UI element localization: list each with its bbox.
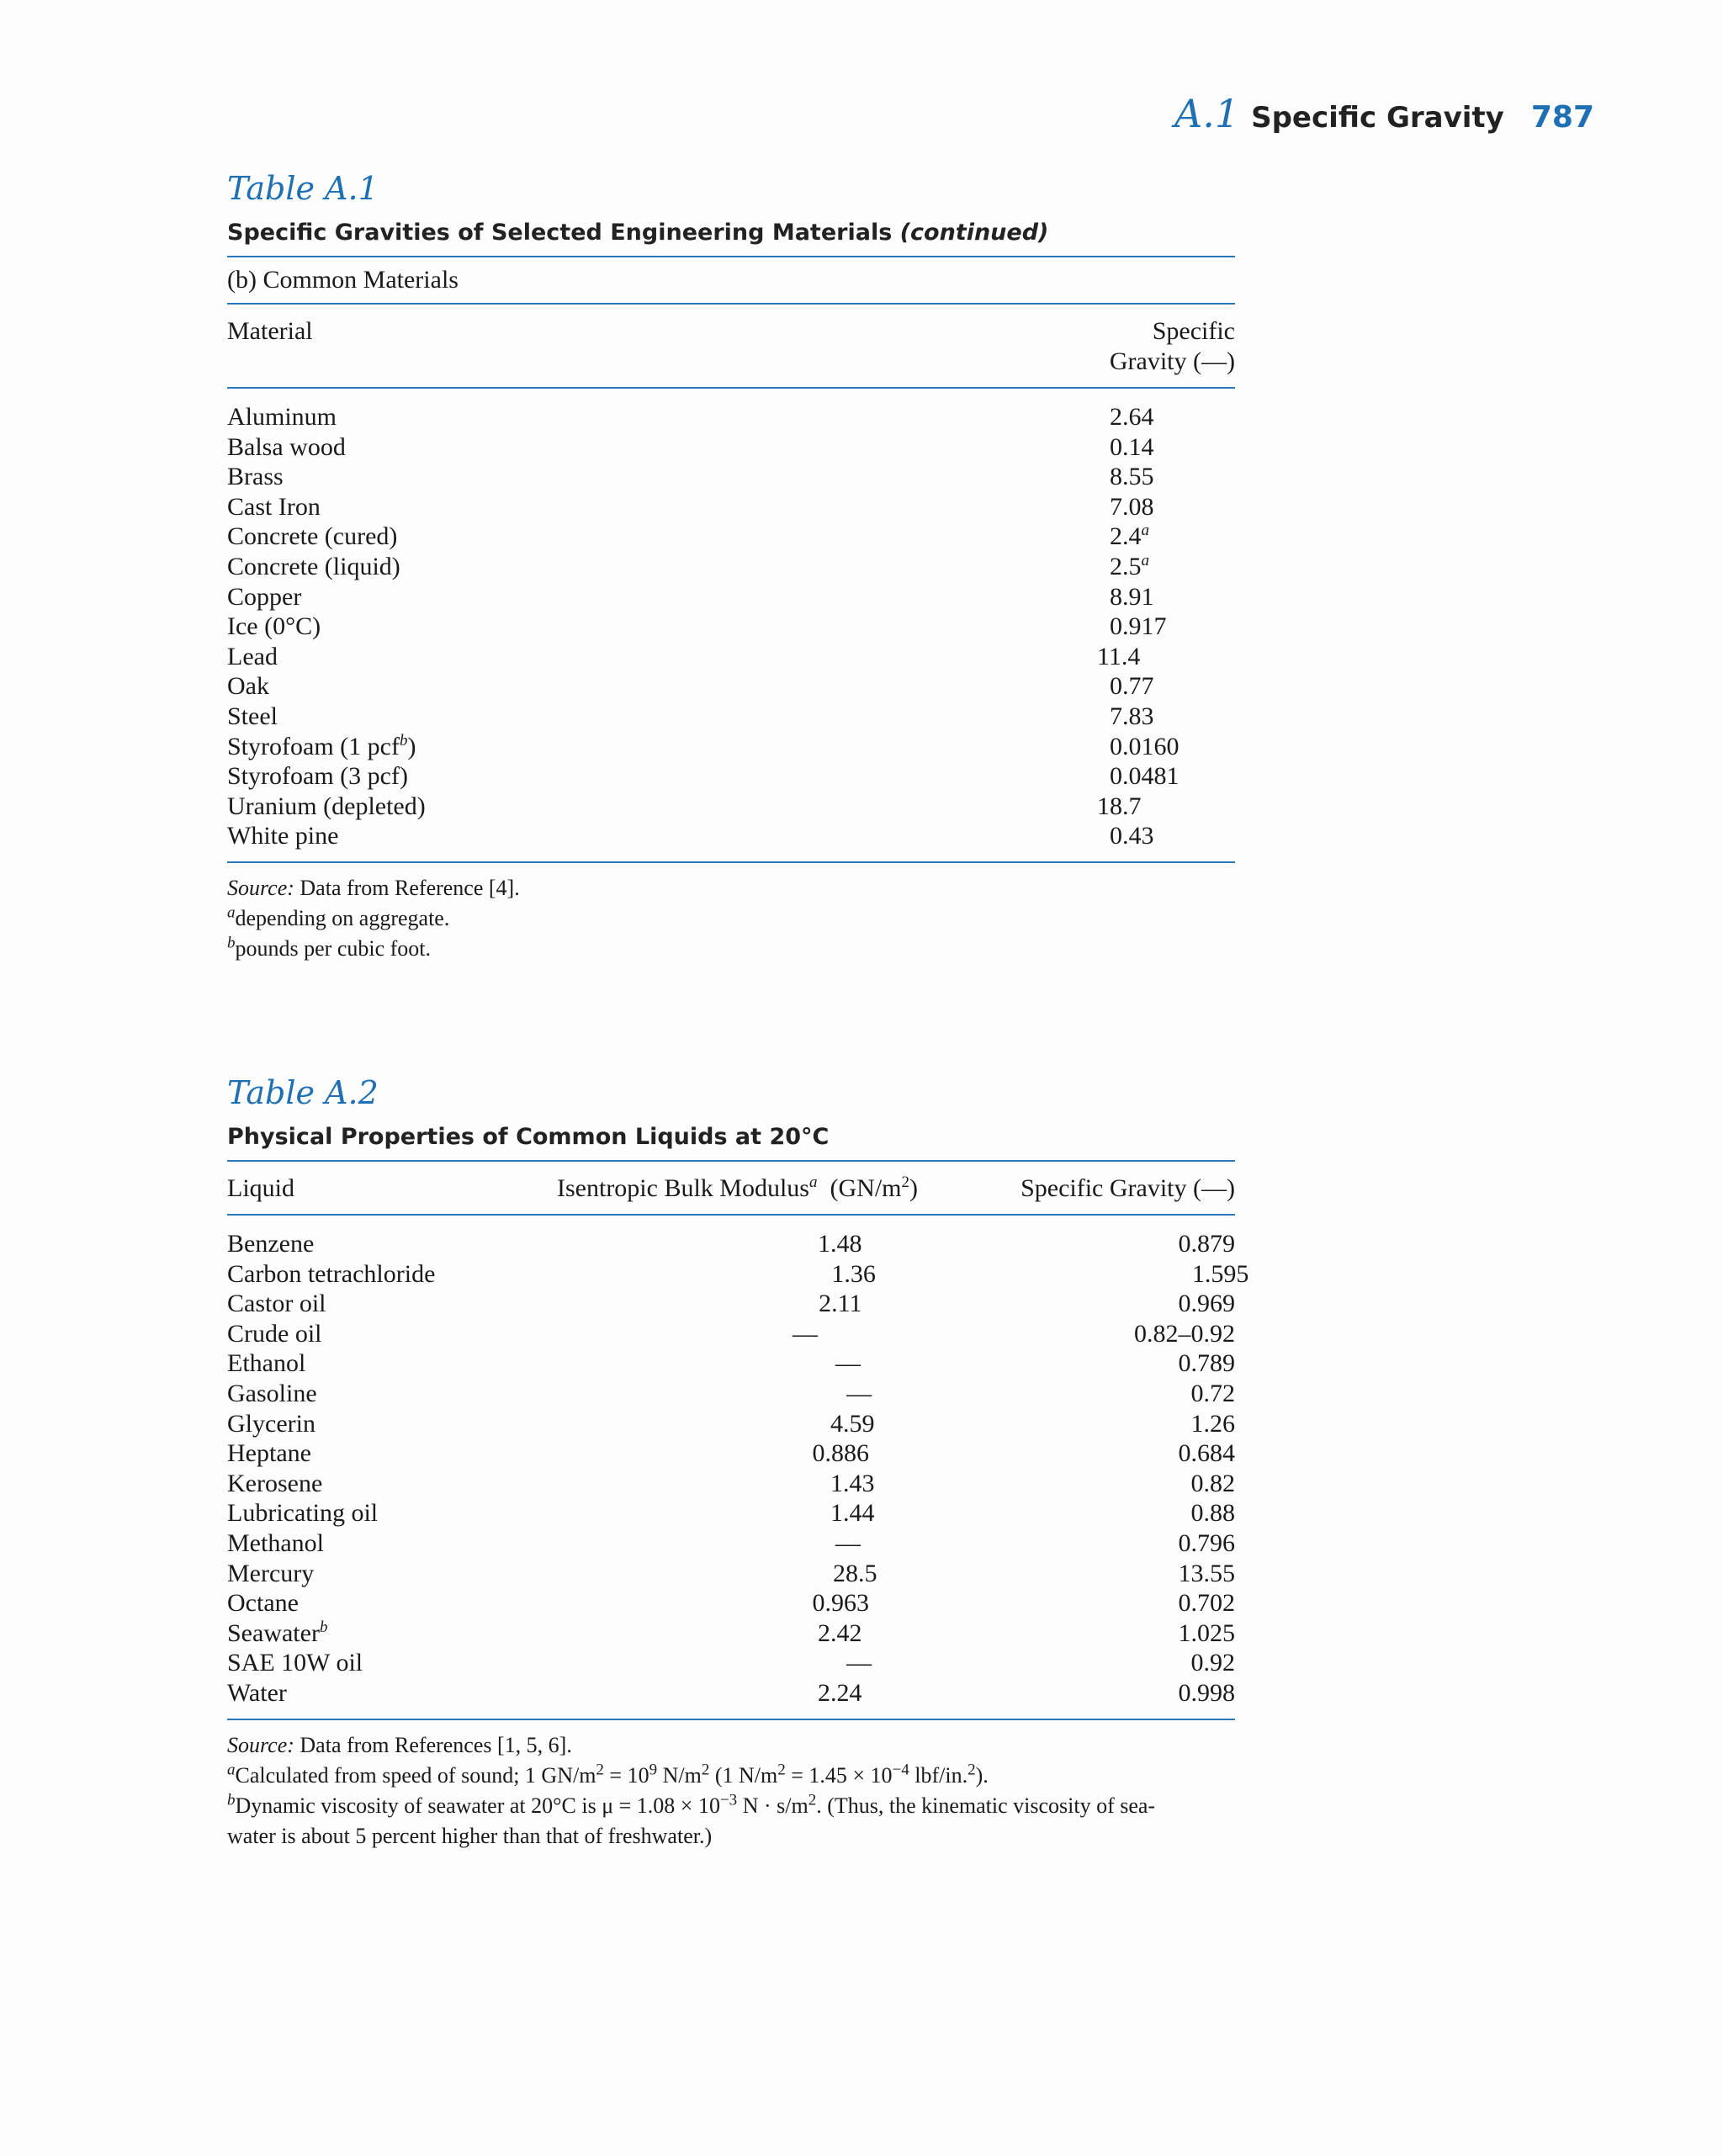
material-cell xyxy=(227,432,1097,463)
specific-gravity-value: 0.969 xyxy=(1178,1290,1235,1318)
source-label: Source: xyxy=(227,1732,294,1757)
specific-gravity-value: 0.72 xyxy=(1190,1379,1235,1407)
table-a1-caption-suffix: (continued) xyxy=(899,220,1049,246)
table-a2-bottom-rule xyxy=(227,1719,1235,1720)
specific-gravity-cell xyxy=(877,1559,1236,1589)
liquid-name: Kerosene xyxy=(227,1469,323,1497)
table-a2-col-sg: Specific Gravity (—) xyxy=(1021,1174,1235,1202)
bulk-modulus-cell xyxy=(434,1469,875,1499)
specific-gravity-value: 0.0481 xyxy=(1110,762,1180,791)
footnote-mark: b xyxy=(227,1790,236,1809)
liquid-cell xyxy=(227,1438,416,1469)
specific-gravity-cell xyxy=(862,1229,1236,1259)
table-row xyxy=(227,821,1235,851)
note-text: Dynamic viscosity of seawater at 20°C is μ = 1.08 × 10 xyxy=(235,1793,720,1818)
liquid-name: Water xyxy=(227,1678,287,1707)
material-name: Steel xyxy=(227,702,278,730)
note-text: = 10 xyxy=(603,1762,649,1788)
liquid-name: Lubricating oil xyxy=(227,1499,379,1528)
liquid-cell xyxy=(227,1588,416,1618)
table-a2-label: Table A.2 xyxy=(227,1074,379,1111)
bulk-modulus-value: 28.5 xyxy=(833,1559,877,1587)
footnote-mark: b xyxy=(399,731,408,750)
footnote-text: depending on aggregate. xyxy=(235,905,450,930)
table-a1-caption-text: Specific Gravities of Selected Engineering Materials xyxy=(227,220,893,246)
bulk-modulus-value: — xyxy=(846,1649,872,1677)
material-name: Cast Iron xyxy=(227,492,321,521)
table-row xyxy=(227,432,1235,463)
specific-gravity-cell xyxy=(1097,432,1154,463)
specific-gravity-cell xyxy=(875,1379,1236,1409)
table-a1-note-b xyxy=(227,934,1235,964)
source-text: Data from References [1, 5, 6]. xyxy=(300,1732,572,1757)
table-row xyxy=(227,492,1235,522)
table-row xyxy=(227,1648,1235,1678)
specific-gravity-value: 2.64 xyxy=(1110,403,1154,431)
liquid-name: Glycerin xyxy=(227,1409,315,1438)
source-text: Data from Reference [4]. xyxy=(300,875,520,900)
table-row xyxy=(227,792,1235,822)
table-a2-source xyxy=(227,1730,1235,1761)
note-exp: −3 xyxy=(719,1790,738,1809)
footnote-mark: a xyxy=(227,1760,236,1778)
liquid-cell xyxy=(227,1379,442,1409)
table-row xyxy=(227,1559,1235,1589)
table-row xyxy=(227,1498,1235,1528)
bulk-modulus-cell xyxy=(434,1498,875,1528)
liquid-cell xyxy=(227,1229,421,1259)
table-a2-header-row xyxy=(227,1162,1235,1214)
table-a1-note-a xyxy=(227,903,1235,934)
specific-gravity-cell xyxy=(1097,612,1167,642)
material-name: Styrofoam (3 pcf) xyxy=(227,762,408,791)
material-name: Lead xyxy=(227,642,278,670)
note-text: N · s/m xyxy=(737,1793,808,1818)
material-cell xyxy=(227,792,1097,822)
table-row xyxy=(227,582,1235,612)
table-a1-source xyxy=(227,873,1235,903)
table-row xyxy=(227,702,1235,732)
note-exp: 2 xyxy=(596,1760,604,1778)
material-cell xyxy=(227,642,1097,672)
bulk-modulus-value: 2.24 xyxy=(818,1678,862,1707)
specific-gravity-value: 0.88 xyxy=(1190,1499,1235,1528)
table-row xyxy=(227,1259,1249,1290)
specific-gravity-value: 0.82 xyxy=(1190,1469,1235,1497)
liquid-cell xyxy=(227,1678,421,1708)
specific-gravity-value: 7.83 xyxy=(1110,702,1154,730)
col-modulus-unit: (GN/m xyxy=(830,1174,902,1202)
col-modulus-text: Isentropic Bulk Modulus xyxy=(557,1174,809,1202)
specific-gravity-cell xyxy=(876,1259,1249,1290)
specific-gravity-cell xyxy=(875,1648,1236,1678)
note-text: = 1.45 × 10 xyxy=(785,1762,893,1788)
specific-gravity-cell xyxy=(1097,702,1154,732)
bulk-modulus-cell xyxy=(442,1648,874,1678)
specific-gravity-cell xyxy=(862,1438,1236,1469)
table-a2-note-b xyxy=(227,1791,1235,1851)
material-cell xyxy=(227,462,1097,492)
bulk-modulus-cell xyxy=(449,1559,877,1589)
material-name-end: ) xyxy=(407,732,416,760)
table-row xyxy=(227,1229,1235,1259)
col-modulus-unit-exp: 2 xyxy=(901,1173,909,1191)
footnote-mark: a xyxy=(1141,522,1149,540)
footnote-mark: a xyxy=(1141,551,1149,569)
specific-gravity-cell xyxy=(1097,761,1180,792)
material-cell xyxy=(227,702,1097,732)
footnote-mark: a xyxy=(227,903,236,922)
bulk-modulus-value: — xyxy=(835,1528,861,1557)
specific-gravity-value: 2.5 xyxy=(1110,552,1142,580)
footnote-mark: b xyxy=(319,1618,328,1636)
table-a1-subheading: (b) Common Materials xyxy=(227,266,459,294)
bulk-modulus-value: 1.48 xyxy=(818,1230,862,1258)
bulk-modulus-cell xyxy=(435,1259,876,1290)
material-cell xyxy=(227,492,1097,522)
bulk-modulus-cell xyxy=(416,1438,869,1469)
specific-gravity-value: 0.92 xyxy=(1190,1649,1235,1677)
table-row xyxy=(227,761,1235,792)
bulk-modulus-value: 2.11 xyxy=(819,1290,862,1318)
specific-gravity-value: 2.4 xyxy=(1110,522,1142,551)
liquid-cell xyxy=(227,1528,431,1559)
table-a2-col-modulus xyxy=(542,1173,988,1204)
specific-gravity-cell xyxy=(1097,732,1180,762)
liquid-name: Ethanol xyxy=(227,1349,306,1378)
specific-gravity-cell xyxy=(1097,821,1154,851)
table-row xyxy=(227,1438,1235,1469)
material-name: Balsa wood xyxy=(227,432,346,461)
table-a1-col-sg: Specific Gravity (—) xyxy=(1109,317,1235,375)
specific-gravity-value: 7.08 xyxy=(1110,492,1154,521)
note-text: . (Thus, the kinematic viscosity of sea- xyxy=(816,1793,1156,1818)
source-label: Source: xyxy=(227,875,294,900)
liquid-cell xyxy=(227,1618,421,1649)
liquid-name: Heptane xyxy=(227,1439,311,1468)
table-row xyxy=(227,1409,1235,1439)
specific-gravity-cell xyxy=(1097,462,1154,492)
material-name: Aluminum xyxy=(227,403,337,431)
specific-gravity-cell xyxy=(862,1618,1236,1649)
material-cell xyxy=(227,761,1097,792)
note-text: N/m xyxy=(657,1762,702,1788)
table-row xyxy=(227,1469,1235,1499)
material-name: Brass xyxy=(227,463,284,491)
table-row xyxy=(227,462,1235,492)
liquid-name: Carbon tetrachloride xyxy=(227,1259,436,1288)
material-cell xyxy=(227,612,1097,642)
liquid-cell xyxy=(227,1409,434,1439)
material-cell xyxy=(227,671,1097,702)
liquid-cell xyxy=(227,1498,434,1528)
table-row xyxy=(227,732,1235,762)
table-row xyxy=(227,1348,1235,1379)
table-row xyxy=(227,402,1235,432)
liquid-name: Octane xyxy=(227,1589,299,1618)
liquid-cell xyxy=(227,1559,449,1589)
bulk-modulus-cell xyxy=(421,1229,862,1259)
table-a2-note-a xyxy=(227,1761,1235,1791)
specific-gravity-cell xyxy=(1097,552,1149,582)
liquid-cell xyxy=(227,1319,388,1349)
table-row xyxy=(227,1618,1235,1649)
liquid-name: Benzene xyxy=(227,1230,315,1258)
table-row xyxy=(227,1289,1235,1319)
material-name: Concrete (liquid) xyxy=(227,552,400,580)
bulk-modulus-cell xyxy=(416,1588,869,1618)
section-title: Specific Gravity xyxy=(1251,101,1504,135)
specific-gravity-cell xyxy=(1097,402,1154,432)
liquid-cell xyxy=(227,1259,435,1290)
specific-gravity-cell xyxy=(818,1319,1235,1349)
specific-gravity-value: 0.14 xyxy=(1110,432,1154,461)
bulk-modulus-cell xyxy=(388,1319,818,1349)
specific-gravity-cell xyxy=(862,1348,1236,1379)
bulk-modulus-cell xyxy=(421,1678,862,1708)
specific-gravity-value: 1.26 xyxy=(1190,1409,1235,1438)
note-text: ). xyxy=(975,1762,989,1788)
specific-gravity-value: 0.77 xyxy=(1110,672,1154,701)
liquid-name: Mercury xyxy=(227,1559,315,1587)
note-exp: 9 xyxy=(649,1760,658,1778)
specific-gravity-cell xyxy=(1097,492,1154,522)
material-cell xyxy=(227,582,1097,612)
specific-gravity-cell xyxy=(1097,642,1140,672)
note-text: water is about 5 percent higher than that of freshwater.) xyxy=(227,1823,713,1848)
material-name: White pine xyxy=(227,822,339,850)
table-a1-col-material: Material xyxy=(227,317,313,345)
table-a2 xyxy=(227,1074,1249,1851)
liquid-name: SAE 10W oil xyxy=(227,1649,363,1677)
material-cell xyxy=(227,732,1097,762)
table-a1-body xyxy=(227,389,1235,861)
material-name: Ice (0°C) xyxy=(227,612,321,641)
bulk-modulus-value: 4.59 xyxy=(830,1409,875,1438)
table-a2-notes xyxy=(227,1730,1235,1851)
table-a2-col-liquid: Liquid xyxy=(227,1174,294,1202)
table-a1-bottom-rule xyxy=(227,861,1235,863)
table-a2-body xyxy=(227,1216,1249,1719)
specific-gravity-value: 18.7 xyxy=(1097,792,1142,820)
bulk-modulus-value: 1.36 xyxy=(831,1259,876,1288)
table-a1-notes xyxy=(227,873,1235,964)
note-exp: 2 xyxy=(701,1760,710,1778)
table-row xyxy=(227,671,1235,702)
liquid-name: Castor oil xyxy=(227,1290,326,1318)
note-text: (1 N/m xyxy=(709,1762,778,1788)
specific-gravity-value: 0.917 xyxy=(1110,612,1167,641)
bulk-modulus-cell xyxy=(434,1409,875,1439)
table-a1 xyxy=(227,172,1235,964)
col-modulus-unit-end: ) xyxy=(909,1174,918,1202)
bulk-modulus-value: — xyxy=(793,1319,818,1348)
specific-gravity-value: 13.55 xyxy=(1178,1559,1235,1587)
note-exp: −4 xyxy=(892,1760,909,1778)
specific-gravity-value: 0.879 xyxy=(1178,1230,1235,1258)
liquid-name: Seawater xyxy=(227,1618,320,1647)
col-modulus-footnote: a xyxy=(809,1173,818,1191)
material-cell xyxy=(227,821,1097,851)
section-number: A.1 xyxy=(1174,91,1240,136)
material-name: Copper xyxy=(227,582,302,611)
material-name: Styrofoam (1 pcf xyxy=(227,732,400,760)
specific-gravity-cell xyxy=(862,1678,1236,1708)
specific-gravity-cell xyxy=(1097,671,1154,702)
bulk-modulus-cell xyxy=(431,1528,862,1559)
table-row xyxy=(227,522,1235,552)
bulk-modulus-cell xyxy=(442,1379,874,1409)
material-cell xyxy=(227,522,1097,552)
table-row xyxy=(227,1678,1235,1708)
table-a1-caption xyxy=(227,220,1235,246)
table-a2-caption: Physical Properties of Common Liquids at 20°C xyxy=(227,1124,830,1150)
liquid-cell xyxy=(227,1469,434,1499)
liquid-cell xyxy=(227,1648,442,1678)
specific-gravity-cell xyxy=(1097,792,1142,822)
specific-gravity-value: 11.4 xyxy=(1097,642,1141,670)
specific-gravity-cell xyxy=(1097,522,1149,552)
table-row xyxy=(227,1319,1235,1349)
table-row xyxy=(227,1588,1235,1618)
material-name: Oak xyxy=(227,672,269,701)
table-row xyxy=(227,1528,1235,1559)
bulk-modulus-value: 1.43 xyxy=(830,1469,875,1497)
material-cell xyxy=(227,402,1097,432)
page-number: 787 xyxy=(1530,100,1594,135)
liquid-name: Gasoline xyxy=(227,1379,317,1407)
bulk-modulus-value: 0.886 xyxy=(812,1439,869,1468)
specific-gravity-cell xyxy=(1097,582,1154,612)
specific-gravity-value: 0.82–0.92 xyxy=(1134,1319,1235,1348)
note-exp: 2 xyxy=(968,1760,976,1778)
specific-gravity-cell xyxy=(875,1469,1236,1499)
liquid-name: Methanol xyxy=(227,1528,324,1557)
specific-gravity-value: 8.91 xyxy=(1110,582,1154,611)
specific-gravity-value: 0.998 xyxy=(1178,1678,1235,1707)
footnote-text: pounds per cubic foot. xyxy=(235,935,432,961)
table-row xyxy=(227,612,1235,642)
liquid-cell xyxy=(227,1348,431,1379)
specific-gravity-cell xyxy=(862,1588,1236,1618)
table-row xyxy=(227,552,1235,582)
note-text: Calculated from speed of sound; 1 GN/m xyxy=(235,1762,596,1788)
table-a1-header-row xyxy=(227,305,1235,387)
specific-gravity-value: 0.684 xyxy=(1178,1439,1235,1468)
note-text: lbf/in. xyxy=(909,1762,968,1788)
table-row xyxy=(227,642,1235,672)
bulk-modulus-value: — xyxy=(846,1379,872,1407)
liquid-name: Crude oil xyxy=(227,1319,322,1348)
running-head xyxy=(1174,91,1594,136)
note-exp: 2 xyxy=(808,1790,817,1809)
specific-gravity-value: 0.796 xyxy=(1178,1528,1235,1557)
specific-gravity-value: 0.43 xyxy=(1110,822,1154,850)
specific-gravity-cell xyxy=(875,1498,1236,1528)
bulk-modulus-value: — xyxy=(835,1349,861,1378)
footnote-mark: b xyxy=(227,934,236,952)
specific-gravity-value: 0.789 xyxy=(1178,1349,1235,1378)
note-exp: 2 xyxy=(777,1760,786,1778)
material-name: Concrete (cured) xyxy=(227,522,398,551)
bulk-modulus-value: 2.42 xyxy=(818,1618,862,1647)
material-cell xyxy=(227,552,1097,582)
specific-gravity-cell xyxy=(875,1409,1236,1439)
table-a1-label: Table A.1 xyxy=(227,170,379,207)
specific-gravity-value: 0.0160 xyxy=(1110,732,1180,760)
bulk-modulus-cell xyxy=(422,1289,862,1319)
specific-gravity-cell xyxy=(862,1528,1236,1559)
specific-gravity-cell xyxy=(862,1289,1236,1319)
liquid-cell xyxy=(227,1289,422,1319)
specific-gravity-value: 1.595 xyxy=(1191,1259,1249,1288)
bulk-modulus-value: 1.44 xyxy=(830,1499,875,1528)
specific-gravity-value: 8.55 xyxy=(1110,463,1154,491)
material-name: Uranium (depleted) xyxy=(227,792,426,820)
bulk-modulus-cell xyxy=(431,1348,862,1379)
bulk-modulus-cell xyxy=(421,1618,862,1649)
table-row xyxy=(227,1379,1235,1409)
specific-gravity-value: 0.702 xyxy=(1178,1589,1235,1618)
bulk-modulus-value: 0.963 xyxy=(812,1589,869,1618)
specific-gravity-value: 1.025 xyxy=(1178,1618,1235,1647)
